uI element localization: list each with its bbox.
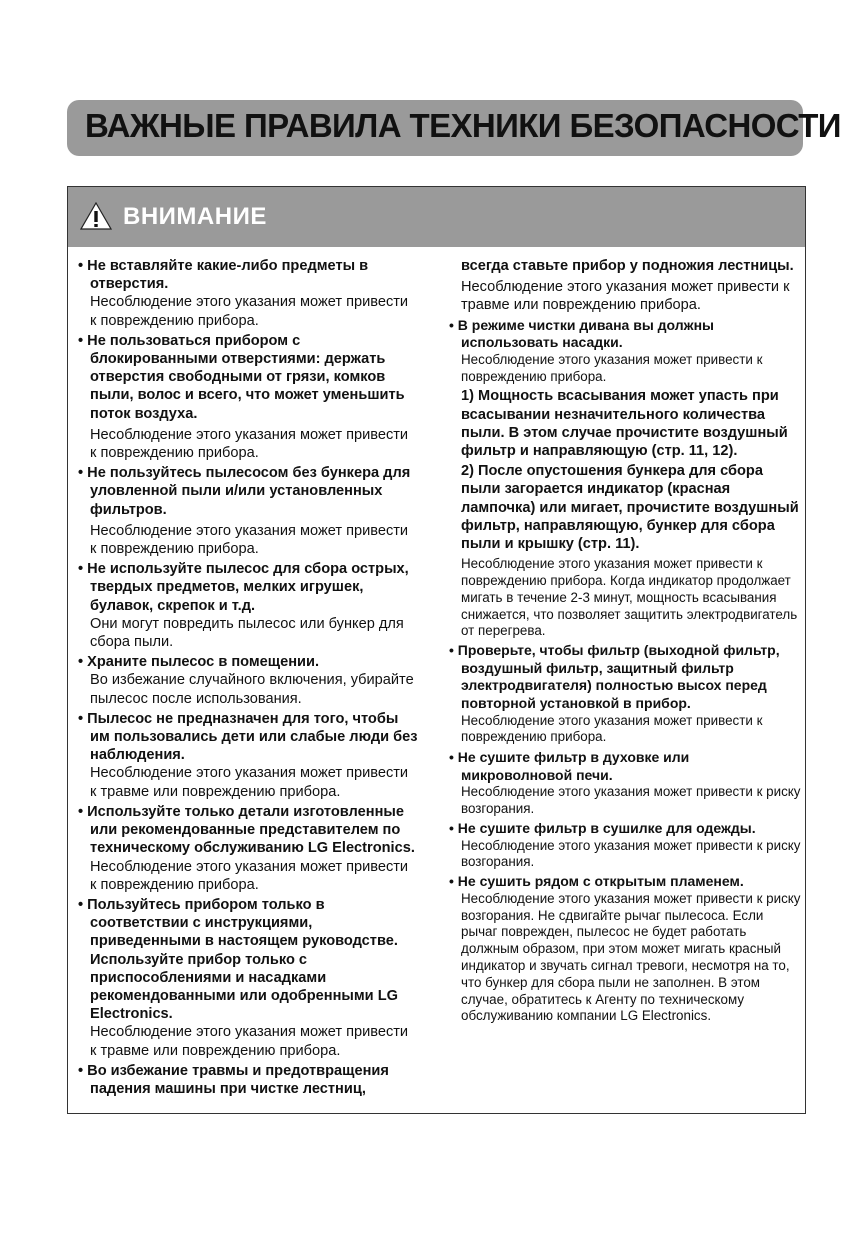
list-item	[449, 257, 801, 315]
item-note: Несоблюдение этого указания может привести к повреждению прибора.	[90, 858, 409, 893]
item-note: Несоблюдение этого указания может привести к травме или повреждению прибора.	[90, 765, 409, 800]
list-item	[78, 464, 418, 558]
item-note: Несоблюдение этого указания может привести к риску возгорания.	[461, 784, 801, 817]
item-heading: • Не пользоваться прибором с блокированными отверстиями: держать отверстия свободными от грязи, комков пыли, волос и всего, что может уменьшить поток воздуха.	[78, 332, 405, 422]
warning-label: ВНИМАНИЕ	[123, 203, 267, 230]
item-note: Несоблюдение этого указания может привести к повреждению прибора.	[461, 712, 763, 745]
item-note: Несоблюдение этого указания может привести к повреждению прибора.	[90, 426, 409, 462]
item-note: Несоблюдение этого указания может привести к травме или повреждению прибора.	[461, 279, 790, 314]
item-heading: • Во избежание травмы и предотвращения падения машины при чистке лестниц,	[78, 1062, 389, 1097]
item-subpoint: 1) Мощность всасывания может упасть при всасывании незначительного количества пыли. В этом случае прочистите воздушный фильтр и направляющую (стр. 11, 12).	[461, 388, 788, 459]
list-item	[78, 560, 418, 651]
item-heading: • Не пользуйтесь пылесосом без бункера для уловленной пыли и/или установленных фильтров.	[78, 465, 411, 518]
item-note: Несоблюдение этого указания может привести к риску возгорания. Не сдвигайте рычаг пылесоса. Если рычаг поврежден, пылесос не будет работать должным образом, при этом может мигать красный индикатор и звучать сигнал тревоги, несмотря на то, что бункер для сбора пыли не заполнен. В этом случае, обратитесь к Агенту по техническому обслуживанию компании LG Electronics.	[461, 890, 801, 1024]
warning-header	[68, 187, 805, 247]
item-note: Во избежание случайного включения, убирайте пылесос после использования.	[90, 672, 414, 707]
list-item	[449, 749, 801, 818]
page-title: ВАЖНЫЕ ПРАВИЛА ТЕХНИКИ БЕЗОПАСНОСТИ	[85, 107, 841, 144]
list-item	[78, 710, 418, 801]
right-column	[449, 257, 801, 1027]
item-heading: • Пользуйтесь прибором только в соответствии с инструкциями, приведенными в настоящем руководстве. Используйте прибор только с приспособлениями и насадками рекомендованными или одобренными LG Electronics.	[78, 896, 398, 1023]
list-item	[78, 1062, 418, 1098]
item-note: Они могут повредить пылесос или бункер для сбора пыли.	[90, 615, 404, 651]
item-note: Несоблюдение этого указания может привести к повреждению прибора.	[90, 294, 409, 329]
item-note: Несоблюдение этого указания может привести к повреждению прибора.	[90, 522, 409, 558]
item-heading: • Не вставляйте какие-либо предметы в отверстия.	[78, 258, 369, 293]
list-item	[449, 642, 801, 746]
item-heading: • Не сушите фильтр в сушилке для одежды.	[449, 819, 756, 836]
list-item	[78, 653, 418, 708]
list-item	[78, 803, 418, 894]
list-item	[449, 873, 801, 1025]
item-subpoint: 2) После опустошения бункера для сбора пыли загорается индикатор (красная лампочка) или мигает, прочистите воздушный фильтр, направляющую, бункер для сбора пыли и крышку (стр. 11).	[461, 463, 799, 553]
list-item	[78, 896, 418, 1060]
list-item	[78, 332, 418, 462]
warning-triangle-icon	[80, 202, 112, 230]
item-note: Несоблюдение этого указания может привести к повреждению прибора. Когда индикатор продолжает мигать в течение 2-3 минут, мощность всасывания снижается, что позволяет защитить электродвигатель от перегрева.	[461, 556, 798, 639]
item-heading: • Не сушить рядом с открытым пламенем.	[449, 873, 744, 890]
list-item	[78, 257, 418, 330]
item-heading: • Не сушите фильтр в духовке или микроволновой печи.	[449, 749, 690, 783]
warning-box	[67, 186, 806, 1114]
item-heading: • В режиме чистки дивана вы должны использовать насадки.	[449, 316, 714, 351]
list-item	[449, 820, 801, 871]
item-heading: • Храните пылесос в помещении.	[78, 654, 320, 671]
item-heading: • Проверьте, чтобы фильтр (выходной фильтр, воздушный фильтр, защитный фильтр электродвигателя) полностью высох перед повторной установкой в прибор.	[449, 642, 780, 711]
item-note: Несоблюдение этого указания может привести к травме или повреждению прибора.	[90, 1024, 409, 1059]
item-heading: • Используйте только детали изготовленные или рекомендованные представителем по техническому обслуживанию LG Electronics.	[78, 803, 415, 857]
item-note: Несоблюдение этого указания может привести к риску возгорания.	[461, 837, 801, 870]
item-heading: • Не используйте пылесос для сбора острых, твердых предметов, мелких игрушек, булавок, скрепок и т.д.	[78, 561, 409, 614]
list-item	[449, 317, 801, 641]
left-column	[78, 257, 418, 1100]
item-note: Несоблюдение этого указания может привести к повреждению прибора.	[461, 351, 763, 384]
item-heading: всегда ставьте прибор у подножия лестницы.	[461, 258, 794, 274]
item-heading: • Пылесос не предназначен для того, чтобы им пользовались дети или слабые люди без наблюдения.	[78, 710, 418, 764]
page-title-bar	[67, 100, 841, 156]
